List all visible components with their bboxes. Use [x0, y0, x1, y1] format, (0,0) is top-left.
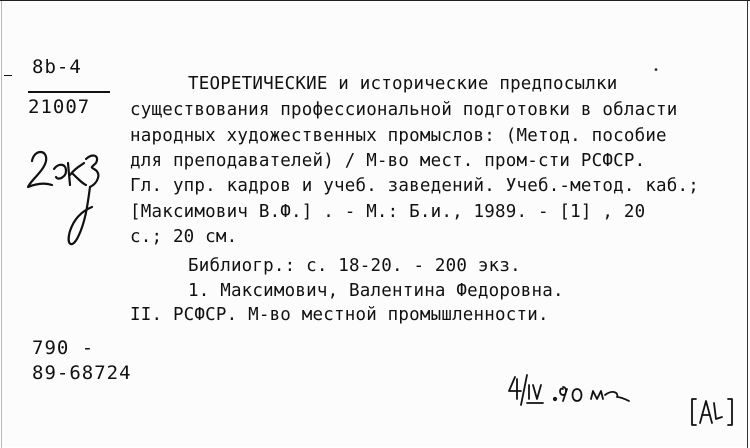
description-line-3: народных художественных промыслов: (Метод. пособие — [130, 126, 667, 146]
description-line-6: [Максимович В.Ф.] . - М.: Б.и., 1989. - [1] , 20 — [130, 202, 646, 222]
description-line-4: для преподавателей) / М-во мест. пром-сти РСФСР. — [130, 151, 646, 171]
description-line-7: с.; 20 см. — [130, 227, 238, 247]
handwritten-bracket-note — [688, 395, 738, 431]
speck-mark: • — [653, 65, 660, 76]
description-line-1: ТЕОРЕТИЧЕСКИЕ и исторические предпосылки — [188, 74, 618, 94]
tracing-entry-1: 1. Максимович, Валентина Федоровна. — [188, 281, 564, 301]
handwritten-copies-note — [20, 141, 120, 261]
card-right-edge — [747, 1, 748, 448]
control-number: 89-68724 — [32, 362, 132, 384]
handwritten-date-note — [505, 373, 635, 413]
description-line-2: существования профессиональной подготовки в области — [130, 100, 678, 120]
description-line-5: Гл. упр. кадров и учеб. заведений. Учеб.-метод. каб.; — [130, 176, 700, 196]
call-number-top: 8b-4 — [32, 56, 82, 78]
call-number-bottom: 21007 — [28, 96, 91, 118]
tracing-entry-2: II. РСФСР. М-во местной промышленности. — [130, 305, 549, 325]
accession-number: 790 - — [32, 337, 95, 359]
bibliography-note: Библиогр.: с. 18-20. - 200 экз. — [188, 256, 521, 276]
card-left-edge — [1, 1, 2, 448]
margin-tick — [4, 75, 12, 76]
call-number-rule — [28, 91, 110, 93]
